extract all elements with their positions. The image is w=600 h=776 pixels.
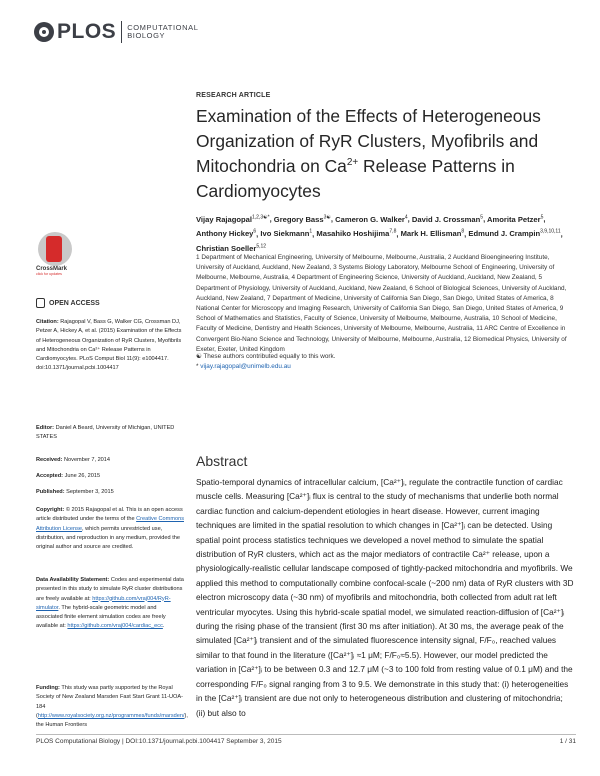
page-number: 1 / 31 xyxy=(559,738,576,745)
abstract-heading: Abstract xyxy=(196,453,248,469)
author-name: Gregory Bass$^{3☯}$ xyxy=(273,214,331,224)
article-title: Examination of the Effects of Heterogeneous Organization of RyR Clusters, Myofibrils and Mitochondria on $Ca^{2+}$ Release Patterns in Cardiomyocytes xyxy=(196,106,541,201)
crossmark-label: CrossMark xyxy=(36,266,68,272)
author-name: Cameron G. Walker$^4$ xyxy=(335,214,408,224)
author-name: Amorita Petzer$^5$ xyxy=(487,214,544,224)
affiliations: 1 Department of Mechanical Engineering, University of Melbourne, Melbourne, Australia, 2 Auckland Bioengineering Institute, University of Auckland, Auckland, New Zealand, 3 Systems Biology Laboratory, Melbourne School of Engineering, University of Melbourne, Melbourne, Australia, 4 Department of Engineering Science, University of Auckland, Auckland, New Zealand, 5 Department of Physiology, University of Auckland, Auckland, New Zealand, 6 School of Biological Sciences, University of Auckland, Auckland, New Zealand, 7 Department of Medicine, University of California San Diego, San Diego, United States of America, 8 National Center for Microscopy and Imaging Research, University of California San Diego, San Diego, United States of America, 9 School of Mathematics and Statistics, Faculty of Science, University of Melbourne, Melbourne, Australia, 10 School of Medicine, Faculty of Medicine, Dentistry and Health Sciences, University of Melbourne, Melbourne, Australia, 11 ARC Centre of Excellence in Convergent Bio-Nano Science and Technology, University of Melbourne, Melbourne, Australia, 12 Biomedical Physics, University of Exeter, Exeter, United Kingdom xyxy=(196,254,567,353)
author-name: Edmund J. Crampin$^{3,9,10,11}$ xyxy=(468,228,561,239)
received-date: Received: November 7, 2014 xyxy=(36,457,111,463)
article-type: RESEARCH ARTICLE xyxy=(196,92,271,99)
logo-divider xyxy=(121,21,122,43)
abstract-body: Spatio-temporal dynamics of intracellular calcium, [Ca²⁺]ᵢ, regulate the contractile function of cardiac muscle cells. Measuring [Ca²⁺]ᵢ flux is central to the study of mechanisms that underlie both normal cardiac function and calcium-dependent etiologies in heart disease. However, current imaging techniques are limited in the spatial resolution to which changes in [Ca²⁺]ᵢ can be detected. Using spatial point process statistics techniques we developed a novel method to simulate the spatial distribution of RyR clusters, which act as the major mediators of contractile Ca²⁺ release, upon a physiologically-realistic cellular landscape composed of tightly-packed mitochondria and myofibrils. We applied this method to computationally combine confocal-scale (~200 nm) data of RyR clusters with 3D electron microscopy data (~30 nm) of myofibrils and mitochondria, both collected from adult rat left ventricular myocytes. Using this hybrid-scale spatial model, we simulated reaction-diffusion of [Ca²⁺]ᵢ during the rising phase of the transient (first 30 ms after initiation). At 30 ms, the average peak of the simulated [Ca²⁺]ᵢ transient and of the simulated fluorescence intensity signal, F/F₀, reached values similar to that found in the literature ([Ca²⁺]ᵢ ≈1 μM; F/F₀≈5.5). However, our model predicted the variation in [Ca²⁺]ᵢ to be between 0.3 and 12.7 μM (~3 to 100 fold from resting value of 0.1 μM) and the corresponding F/F₀ signal ranging from 3 to 9.5. We demonstrate in this study that: (i) heterogeneities in the [Ca²⁺]ᵢ transient are due not only to heterogeneous distribution and clustering of mitochondria; (ii) but also to xyxy=(196,477,574,718)
license-link[interactable]: Creative Commons Attribution License xyxy=(36,516,184,532)
plos-logo-icon xyxy=(34,22,54,42)
corresponding-author: * vijay.rajagopal@unimelb.edu.au xyxy=(196,363,291,370)
marsden-link[interactable]: http://www.royalsociety.org.nz/programmes/funds/marsden/ xyxy=(37,712,185,719)
crossmark-icon xyxy=(38,232,72,266)
author-notes xyxy=(196,352,574,372)
author-name: David J. Crossman$^5$ xyxy=(411,214,484,224)
journal-name: COMPUTATIONAL BIOLOGY xyxy=(127,22,199,40)
copyright-block: Copyright: © 2015 Rajagopal et al. This is an open access article distributed under the terms of the Creative Commons Attribution License, which permits unrestricted use, distribution, and reproduction in any medium, provided the original author and source are credited. xyxy=(36,507,184,551)
accepted-date: Accepted: June 26, 2015 xyxy=(36,473,101,479)
editor-block: Editor: Daniel A Beard, University of Michigan, UNITED STATES xyxy=(36,425,175,441)
lock-icon xyxy=(36,298,45,308)
email-link[interactable]: vijay.rajagopal@unimelb.edu.au xyxy=(200,363,291,370)
funding-block: Funding: This study was partly supported by the Royal Society of New Zealand Marsden Fast Start Grant 11-UOA-184 (http://www.royalsociety.org.nz/programmes/funds/marsden/), the Human Frontiers xyxy=(36,685,188,729)
crossmark-badge[interactable] xyxy=(36,232,80,276)
brand-name: PLOS xyxy=(57,20,117,43)
author-name: Christian Soeller$^{5,12}$ xyxy=(196,243,267,253)
page-footer xyxy=(36,734,576,748)
footer-citation: PLOS Computational Biology | DOI:10.1371/journal.pcbi.1004417 September 3, 2015 xyxy=(36,738,282,745)
author-list: Vijay Rajagopal$^{1,2,3☯*}$, Gregory Bass$^{3☯}$, Cameron G. Walker$^4$, David J. Crossman$^5$, Amorita Petzer$^5$, Anthony Hickey$^6$, Ivo Siekmann$^1$, Masahiko Hoshijima$^{7,8}$, Mark H. Ellisman$^8$, Edmund J. Crampin$^{3,9,10,11}$, Christian Soeller$^{5,12}$ xyxy=(196,214,563,253)
citation-block: Citation: Rajagopal V, Bass G, Walker CG, Crossman DJ, Petzer A, Hickey A, et al. (2015) Examination of the Effects of Heterogeneous Organization of RyR Clusters, Myofibrils and Mitochondria on Ca²⁺ Release Patterns in Cardiomyocytes. PLoS Comput Biol 11(9): e1004417. doi:10.1371/journal.pcbi.1004417 xyxy=(36,319,182,372)
data-availability-block: Data Availability Statement: Codes and experimental data presented in this study to simulate RyR cluster distributions are freely available at: https://github.com/vraj004/RyR-simulator. The hybrid-scale geometric model and associated finite element simulation codes are freely available at: https://github.com/vraj004/cardiac_ecc. xyxy=(36,577,184,630)
ryr-simulator-link[interactable]: https://github.com/vraj004/RyR-simulator xyxy=(36,595,171,611)
journal-logo xyxy=(34,20,198,44)
cardiac-ecc-link[interactable]: https://github.com/vraj004/cardiac_ecc xyxy=(67,623,163,630)
author-name: Anthony Hickey$^6$ xyxy=(196,228,257,239)
open-access-badge: OPEN ACCESS xyxy=(36,298,100,308)
crossmark-sub: click for updates xyxy=(36,272,62,276)
author-name: Masahiko Hoshijima$^{7,8}$ xyxy=(316,228,397,239)
author-name: Mark H. Ellisman$^8$ xyxy=(400,228,465,239)
published-date: Published: September 3, 2015 xyxy=(36,489,114,495)
equal-contribution-note: ☯ These authors contributed equally to this work. xyxy=(196,353,336,360)
author-name: Vijay Rajagopal$^{1,2,3☯*}$ xyxy=(196,214,270,224)
author-name: Ivo Siekmann$^1$ xyxy=(260,228,313,239)
